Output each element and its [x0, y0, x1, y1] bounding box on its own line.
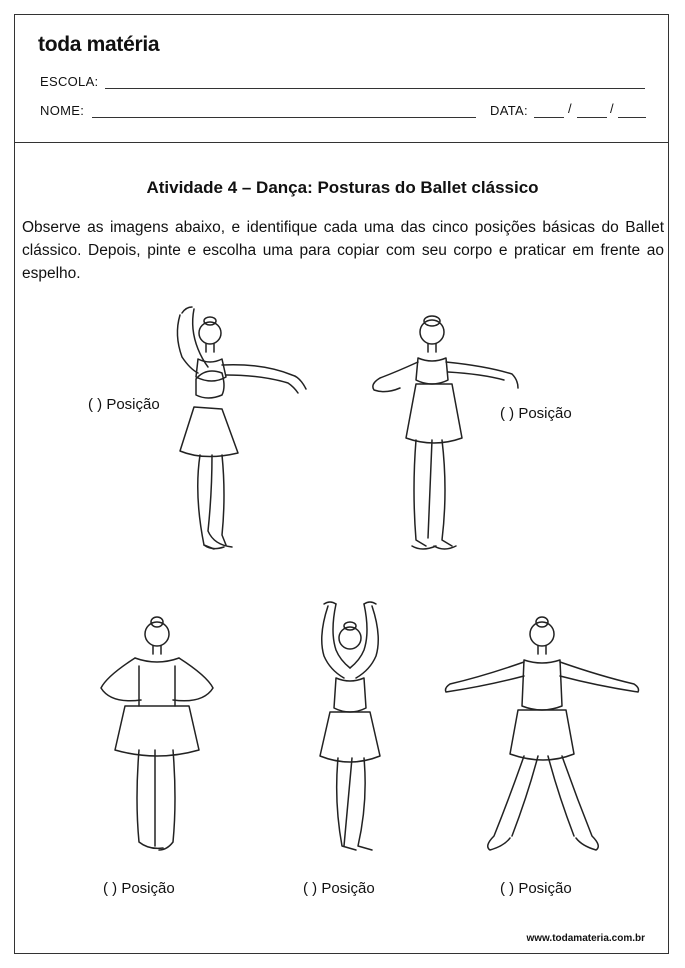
- caption-position-1[interactable]: ( ) Posição: [88, 396, 160, 413]
- dancer-figure-3: [95, 610, 225, 860]
- activity-title: Atividade 4 – Dança: Posturas do Ballet clássico: [146, 178, 539, 197]
- instructions-text: Observe as imagens abaixo, e identifique cada uma das cinco posições básicas do Ballet clássico. Depois, pinte e escolha uma para copiar com seu corpo e praticar em frente ao espelho.: [22, 219, 664, 282]
- date-day-field[interactable]: [534, 117, 564, 118]
- header-divider: [14, 142, 669, 143]
- dancer-figure-2: [360, 310, 530, 555]
- date-label: DATA:: [490, 103, 528, 118]
- date-year-field[interactable]: [618, 117, 646, 118]
- caption-position-2[interactable]: ( ) Posição: [500, 405, 572, 422]
- footer-url: www.todamateria.com.br: [526, 933, 645, 944]
- brand-logo: toda matéria: [38, 33, 160, 56]
- dancer-figure-1: [160, 295, 320, 560]
- caption-position-3[interactable]: ( ) Posição: [103, 880, 175, 897]
- date-month-field[interactable]: [577, 117, 607, 118]
- date-separator: /: [610, 101, 614, 116]
- caption-position-5[interactable]: ( ) Posição: [500, 880, 572, 897]
- date-separator: /: [568, 101, 572, 116]
- school-field[interactable]: [105, 88, 645, 89]
- caption-position-4[interactable]: ( ) Posição: [303, 880, 375, 897]
- dancer-figure-4: [300, 598, 410, 860]
- school-label: ESCOLA:: [40, 74, 99, 89]
- name-label: NOME:: [40, 103, 85, 118]
- name-field[interactable]: [92, 117, 476, 118]
- dancer-figure-5: [440, 612, 650, 852]
